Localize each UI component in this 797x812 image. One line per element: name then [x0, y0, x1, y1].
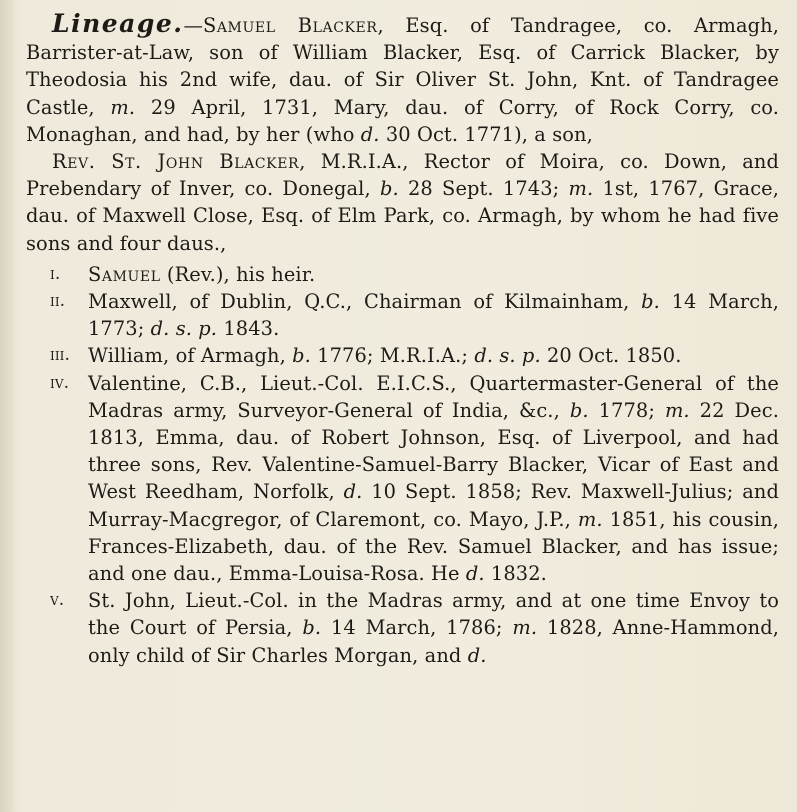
child-item-4: [26, 370, 779, 588]
child-dsp-abbr: d. s. p.: [150, 317, 218, 341]
child-item-5: [26, 587, 779, 669]
child-text: 1778;: [588, 398, 665, 422]
child-born-abbr: b.: [302, 616, 322, 640]
child-text: Valentine, C.B., Lieut.-Col. E.I.C.S., Quartermaster-General of the Madras army, Surveyor-General of India, &c.,: [88, 371, 779, 422]
child-text: 1843.: [217, 317, 280, 341]
child-numeral: iv.: [50, 372, 70, 393]
child-text: 10 Sept. 1858; Rev. Maxwell-Julius; and Murray-Macgregor, of Claremont, co. Mayo, J.P.,: [88, 480, 779, 531]
child-text: 1828, Anne-Hammond, only child of Sir Charles Morgan, and: [88, 616, 779, 667]
child-text: 1776; M.R.I.A.;: [310, 344, 475, 368]
son-text-1: , M.R.I.A., Rector of Moira, co. Down, and Prebendary of Inver, co. Donegal,: [26, 150, 779, 201]
son-name: Rev. St. John Blacker: [52, 150, 300, 174]
son-born-abbr: b.: [379, 177, 399, 201]
child-born-abbr: b.: [292, 344, 311, 368]
child-entry: [88, 342, 779, 369]
lineage-text-1: , Esq. of Tandragee, co. Armagh, Barrister-at-Law, son of William Blacker, Esq. of Carrick Blacker, by Theodosia his 2nd wife, dau. of Sir Oliver St. John, Knt. of Tandragee Castle,: [26, 14, 779, 119]
child-died-abbr: d.: [467, 643, 487, 667]
child-numeral: ii.: [50, 291, 66, 312]
child-text: 20 Oct. 1850.: [540, 344, 682, 368]
child-item-3: [26, 342, 779, 369]
son-married-abbr: m.: [568, 177, 594, 201]
child-text: 22 Dec. 1813, Emma, dau. of Robert Johnson, Esq. of Liverpool, and had three sons, Rev. Valentine-Samuel-Barry Blacker, Vicar of East and West Reedham, Norfolk,: [88, 398, 779, 504]
lineage-married-abbr: m.: [110, 95, 136, 119]
child-married-abbr: m.: [664, 398, 690, 422]
child-text: 1832.: [484, 562, 547, 586]
lineage-text-3: 30 Oct. 1771), a son,: [379, 122, 593, 146]
child-born-abbr: b.: [641, 290, 660, 314]
child-born-abbr: b.: [569, 398, 589, 422]
child-text: 14 March, 1773;: [88, 290, 780, 341]
child-entry: [88, 370, 779, 588]
child-item-2: [26, 288, 779, 342]
child-died-abbr: d.: [343, 480, 363, 504]
lineage-name: Samuel Blacker: [202, 14, 378, 37]
lineage-died-abbr: d.: [360, 122, 380, 146]
child-numeral: i.: [50, 263, 61, 284]
page-gutter: [0, 0, 14, 812]
child-entry: [88, 288, 779, 342]
child-text: 1851, his cousin, Frances-Elizabeth, dau. of the Rev. Samuel Blacker, and has issue; and one dau., Emma-Louisa-Rosa. He: [88, 507, 779, 586]
child-married-abbr: m.: [577, 507, 603, 531]
child-text: St. John, Lieut.-Col. in the Madras army, and at one time Envoy to the Court of Persia,: [88, 589, 779, 640]
lineage-dash: —: [183, 14, 203, 37]
child-numeral: v.: [50, 590, 65, 611]
child-dsp-abbr: d. s. p.: [474, 344, 541, 368]
child-item-1: [26, 261, 779, 288]
child-name: Samuel: [88, 262, 161, 286]
children-list: [26, 261, 779, 669]
child-numeral: iii.: [50, 345, 71, 366]
lineage-heading: Lineage.: [52, 9, 184, 38]
child-text: 14 March, 1786;: [321, 616, 513, 640]
child-died-abbr: d.: [465, 562, 485, 586]
child-married-abbr: m.: [512, 616, 538, 640]
son-text-3: 1st, 1767, Grace, dau. of Maxwell Close, Esq. of Elm Park, co. Armagh, by whom he had five sons and four daus.,: [26, 177, 779, 255]
child-text: Maxwell, of Dublin, Q.C., Chairman of Kilmainham,: [88, 290, 642, 314]
child-entry: [88, 261, 779, 288]
child-text: William, of Armagh,: [88, 344, 293, 368]
son-paragraph: [26, 148, 779, 257]
document-text: [26, 10, 779, 669]
child-text: (Rev.), his heir.: [160, 262, 316, 286]
child-entry: [88, 587, 779, 669]
son-text-2: 28 Sept. 1743;: [398, 177, 569, 201]
lineage-paragraph: [26, 10, 779, 148]
lineage-text-2: 29 April, 1731, Mary, dau. of Corry, of Rock Corry, co. Monaghan, and had, by her (who: [26, 95, 779, 146]
